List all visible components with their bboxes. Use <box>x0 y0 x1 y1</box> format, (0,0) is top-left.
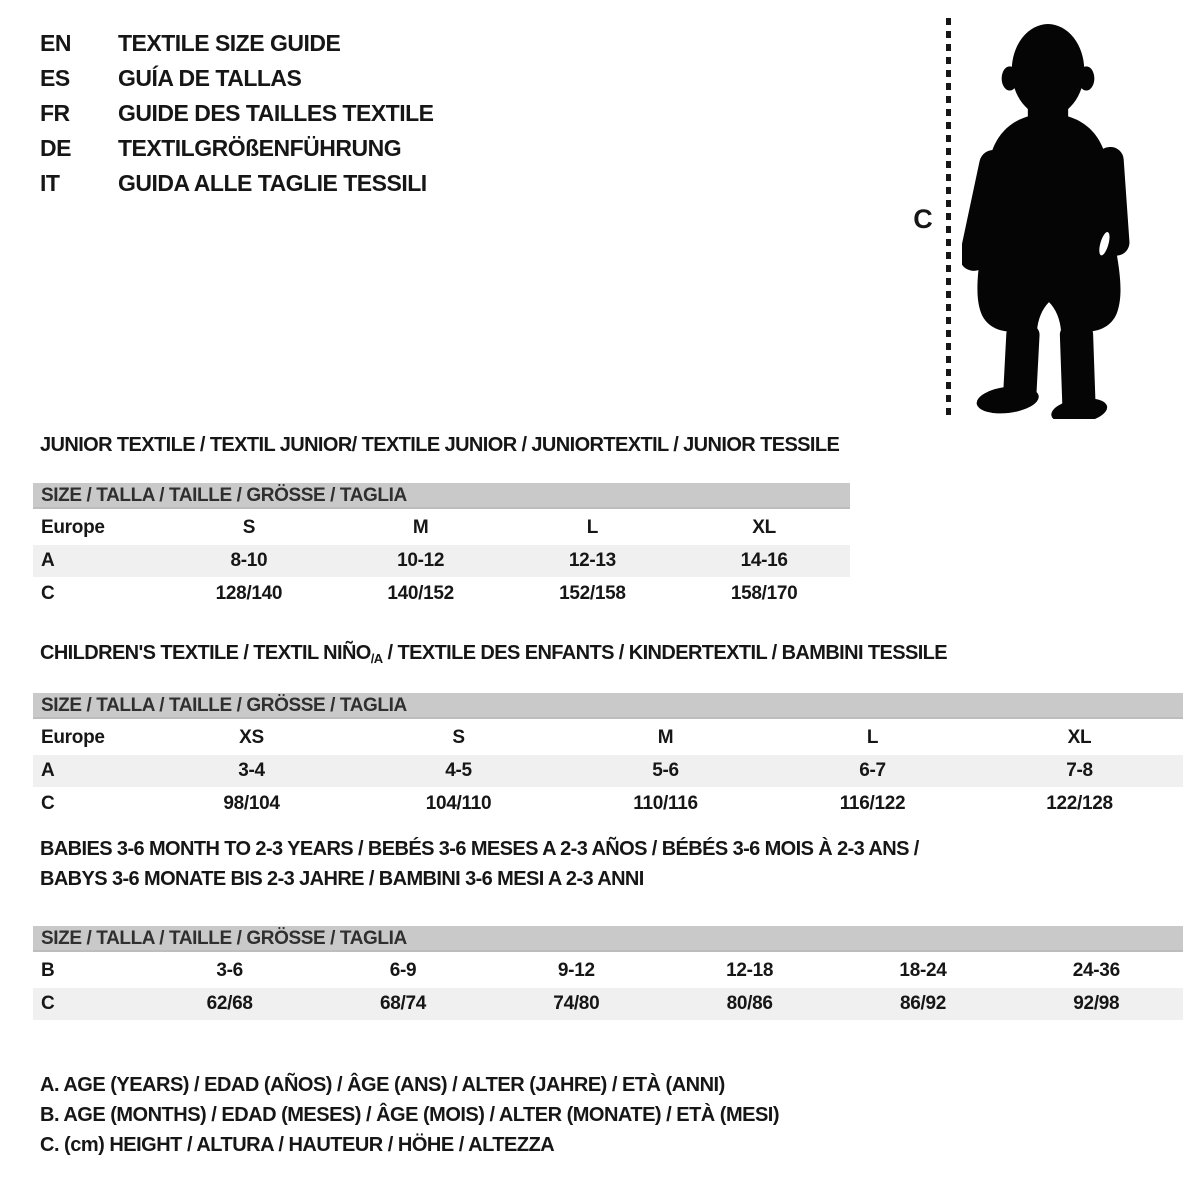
table-cell: 74/80 <box>553 993 600 1014</box>
row-label: C <box>41 793 55 814</box>
table-cell: 140/152 <box>387 583 454 604</box>
table-header-bar: SIZE / TALLA / TAILLE / GRÖSSE / TAGLIA <box>33 926 1183 952</box>
row-label: B <box>41 960 55 981</box>
children-title-text: CHILDREN'S TEXTILE / TEXTIL NIÑO <box>40 642 371 664</box>
table-cell: XS <box>239 727 264 748</box>
junior-section-title: JUNIOR TEXTILE / TEXTIL JUNIOR/ TEXTILE JUNIOR / JUNIORTEXTIL / JUNIOR TESSILE <box>40 434 840 456</box>
table-cell: 98/104 <box>223 793 280 814</box>
table-cell: 68/74 <box>379 993 427 1014</box>
babies-title-line1: BABIES 3-6 MONTH TO 2-3 YEARS / BEBÉS 3-6 MESES A 2-3 AÑOS / BÉBÉS 3-6 MOIS À 2-3 ANS / <box>40 838 919 860</box>
language-code: DE <box>40 135 71 161</box>
table-cell: 128/140 <box>215 583 283 604</box>
table-cell: 158/170 <box>730 583 798 604</box>
language-row-de <box>40 131 434 166</box>
table-cell: 62/68 <box>206 993 253 1014</box>
table-cell: 7-8 <box>1066 760 1093 781</box>
table-cell: 8-10 <box>230 550 268 571</box>
row-label: A <box>41 550 55 571</box>
table-cell: M <box>657 727 674 748</box>
guide-title: TEXTILGRÖßENFÜHRUNG <box>118 135 402 161</box>
table-cell: L <box>866 727 879 748</box>
table-cell: S <box>242 517 256 538</box>
children-section-title <box>40 642 947 666</box>
height-measure-label: C <box>913 204 933 234</box>
table-cell: M <box>412 517 429 538</box>
table-cell: 9-12 <box>557 960 595 981</box>
table-cell: 6-7 <box>859 760 886 781</box>
guide-title: GUÍA DE TALLAS <box>118 65 302 91</box>
table-cell: 3-4 <box>238 760 265 781</box>
language-row-en <box>40 26 434 61</box>
language-code: ES <box>40 65 70 91</box>
language-title-list <box>40 26 434 201</box>
height-measure-dashed-line <box>946 18 951 418</box>
table-row <box>33 988 1183 1020</box>
row-label: A <box>41 760 55 781</box>
table-cell: 12-18 <box>726 960 774 981</box>
table-cell: 3-6 <box>216 960 243 981</box>
legend-line-age-months: B. AGE (MONTHS) / EDAD (MESES) / ÂGE (MOIS) / ALTER (MONATE) / ETÀ (MESI) <box>40 1104 780 1126</box>
table-cell: 6-9 <box>389 960 417 981</box>
table-row <box>33 722 1183 754</box>
table-header-bar: SIZE / TALLA / TAILLE / GRÖSSE / TAGLIA <box>33 693 1183 719</box>
table-cell: 24-36 <box>1072 960 1120 981</box>
table-row <box>33 955 1183 987</box>
table-row <box>33 578 850 610</box>
table-body <box>33 955 1183 1020</box>
table-row <box>33 788 1183 820</box>
table-cell: 5-6 <box>652 760 679 781</box>
table-cell: 122/128 <box>1046 793 1113 814</box>
table-cell: 14-16 <box>740 550 788 571</box>
table-cell: 10-12 <box>397 550 445 571</box>
table-header-bar: SIZE / TALLA / TAILLE / GRÖSSE / TAGLIA <box>33 483 850 509</box>
children-title-text: / TEXTILE DES ENFANTS / KINDERTEXTIL / BAMBINI TESSILE <box>382 642 948 664</box>
row-label: Europe <box>41 517 105 538</box>
babies-section-title <box>40 834 919 894</box>
children-title-subscript: /A <box>370 651 383 666</box>
babies-size-table <box>33 926 1183 1021</box>
table-cell: XL <box>752 517 776 538</box>
legend-line-height-cm: C. (cm) HEIGHT / ALTURA / HAUTEUR / HÖHE / ALTEZZA <box>40 1134 555 1156</box>
row-label: C <box>41 993 55 1014</box>
row-label: C <box>41 583 55 604</box>
language-row-fr <box>40 96 434 131</box>
table-cell: 104/110 <box>425 793 492 814</box>
language-row-es <box>40 61 434 96</box>
table-row <box>33 512 850 544</box>
guide-title: TEXTILE SIZE GUIDE <box>118 30 341 56</box>
guide-title: GUIDE DES TAILLES TEXTILE <box>118 100 434 126</box>
table-cell: 86/92 <box>899 993 946 1014</box>
table-body <box>33 722 1183 820</box>
table-cell: 116/122 <box>839 793 906 814</box>
toddler-silhouette-image <box>962 16 1136 419</box>
language-code: FR <box>40 100 70 126</box>
row-label: Europe <box>41 727 105 748</box>
legend-line-age-years: A. AGE (YEARS) / EDAD (AÑOS) / ÂGE (ANS) / ALTER (JAHRE) / ETÀ (ANNI) <box>40 1074 725 1096</box>
table-cell: 152/158 <box>559 583 626 604</box>
language-code: IT <box>40 170 60 196</box>
table-cell: S <box>452 727 465 748</box>
legend <box>40 1070 779 1160</box>
table-cell: 110/116 <box>633 793 698 814</box>
babies-title-line2: BABYS 3-6 MONATE BIS 2-3 JAHRE / BAMBINI 3-6 MESI A 2-3 ANNI <box>40 868 644 890</box>
table-cell: L <box>586 517 599 538</box>
guide-title: GUIDA ALLE TAGLIE TESSILI <box>118 170 427 196</box>
language-code: EN <box>40 30 71 56</box>
table-body <box>33 512 850 610</box>
language-row-it <box>40 166 434 201</box>
table-cell: 92/98 <box>1073 993 1120 1014</box>
table-cell: 4-5 <box>445 760 472 781</box>
junior-size-table <box>33 483 850 611</box>
table-cell: 12-13 <box>568 550 616 571</box>
table-row <box>33 755 1183 787</box>
table-cell: 18-24 <box>899 960 947 981</box>
table-row <box>33 545 850 577</box>
children-size-table <box>33 693 1183 821</box>
table-cell: 80/86 <box>726 993 773 1014</box>
table-cell: XL <box>1067 727 1092 748</box>
